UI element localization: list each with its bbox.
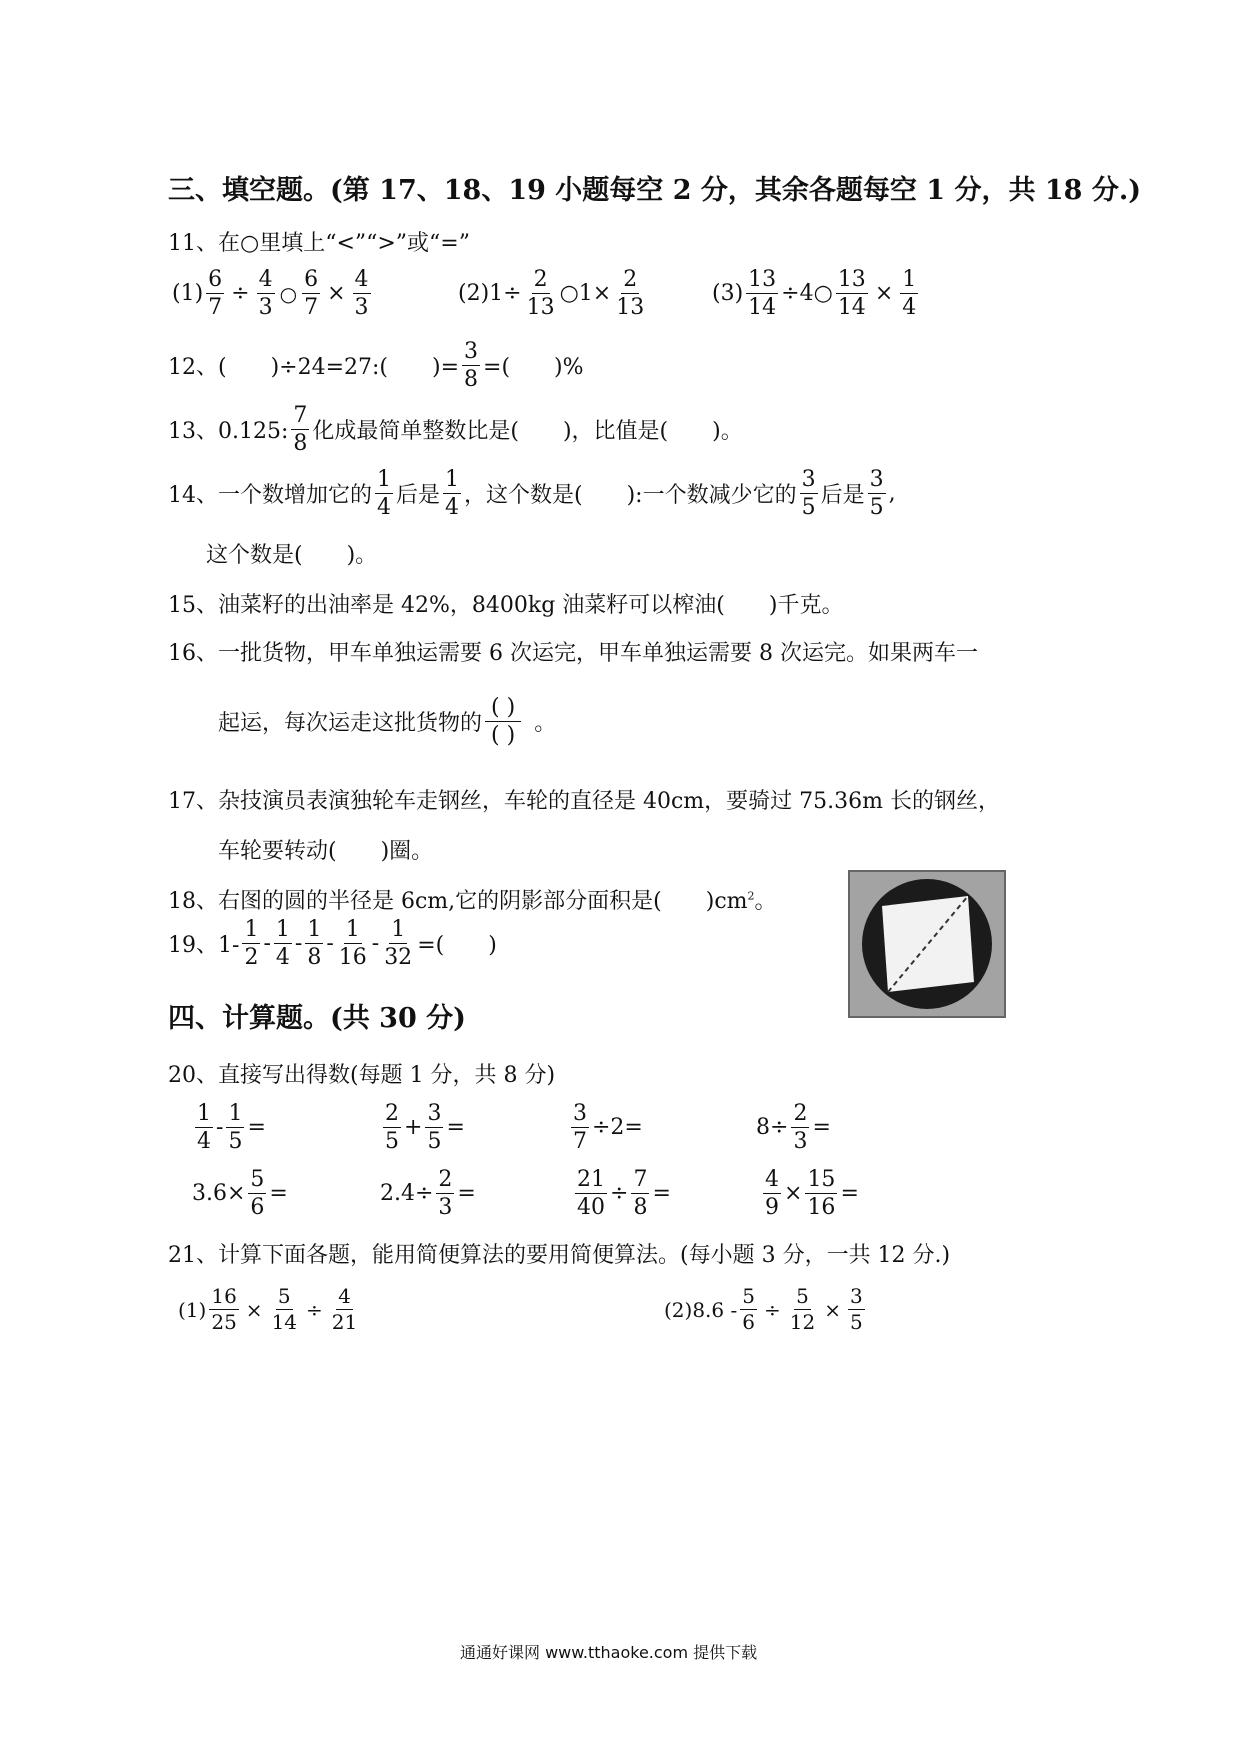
section-3-title: 三、填空题。(第 17、18、19 小题每空 2 分，其余各题每空 1 分，共 18 分.): [168, 175, 1142, 206]
fraction: $\frac{3}{7}$: [573, 1101, 587, 1155]
fraction: $\frac{3}{5}$: [849, 1284, 863, 1334]
q20-r1-item2: $\frac{2}{5}$ + $\frac{3}{5}$ =: [385, 1101, 465, 1155]
q21-part1: (1) $\frac{16}{25}$ × $\frac{5}{14}$ ÷ $\frac{4}{21}$: [178, 1284, 358, 1334]
fraction: $\frac{5}{12}$: [789, 1284, 816, 1334]
fraction: $\frac{1}{4}$: [902, 267, 917, 321]
q20-r1-item4: 8÷ $\frac{2}{3}$ =: [756, 1101, 831, 1155]
fraction: $\frac{3}{5}$: [869, 467, 884, 521]
q12: 12、( )÷24=27:( )= $\frac{3}{8}$ =( )%: [168, 339, 584, 393]
fraction: $\frac{1}{4}$: [445, 467, 460, 521]
q20-r1-item3: $\frac{3}{7}$ ÷2=: [573, 1101, 643, 1155]
fraction: $\frac{5}{6}$: [250, 1167, 265, 1221]
fraction: $\frac{1}{4}$: [197, 1101, 211, 1155]
fraction: $\frac{13}{14}$: [837, 267, 866, 321]
footer-link[interactable]: 通通好课网 www.tthaoke.com 提供下载: [460, 1643, 758, 1662]
compare-circle: ○: [279, 281, 298, 306]
q16-line1: 16、一批货物，甲车单独运需要 6 次运完，甲车单独运需要 8 次运完。如果两车一: [168, 641, 978, 666]
q20-stem: 20、直接写出得数(每题 1 分，共 8 分): [168, 1063, 556, 1088]
q20-r2-item2: 2.4÷ $\frac{2}{3}$ =: [380, 1167, 476, 1221]
fraction: $\frac{1}{16}$: [338, 917, 367, 971]
fraction: $\frac{21}{40}$: [577, 1167, 605, 1221]
q17-line1: 17、杂技演员表演独轮车走钢丝，车轮的直径是 40cm，要骑过 75.36m 长的钢丝，: [168, 789, 1000, 814]
q20-r2-item1: 3.6× $\frac{5}{6}$ =: [192, 1167, 288, 1221]
q11-part2: (2)1÷ $\frac{2}{13}$ ○1× $\frac{2}{13}$: [458, 267, 645, 321]
section-4-title: 四、计算题。(共 30 分): [168, 1003, 466, 1034]
fraction: $\frac{3}{5}$: [427, 1101, 442, 1155]
fraction: $\frac{4}{3}$: [354, 267, 369, 321]
q17-line2: 车轮要转动( )圈。: [218, 839, 434, 864]
fraction: $\frac{2}{5}$: [385, 1101, 399, 1155]
q15: 15、油菜籽的出油率是 42%，8400kg 油菜籽可以榨油( )千克。: [168, 593, 844, 618]
circle-with-inscribed-square-icon: [850, 872, 1004, 1016]
q21-stem: 21、计算下面各题，能用简便算法的要用简便算法。(每小题 3 分，一共 12 分.): [168, 1243, 951, 1268]
q20-r2-item4: $\frac{4}{9}$ × $\frac{15}{16}$ =: [765, 1167, 859, 1221]
q13: 13、0.125: $\frac{7}{8}$ 化成最简单整数比是( )，比值是( )。: [168, 403, 743, 457]
fraction: $\frac{4}{3}$: [258, 267, 273, 321]
q11-p1-label: (1): [172, 281, 204, 307]
fraction: $\frac{1}{4}$: [377, 467, 391, 521]
fraction: $\frac{7}{8}$: [633, 1167, 648, 1221]
q21-part2: (2)8.6 - $\frac{5}{6}$ ÷ $\frac{5}{12}$ × $\frac{3}{5}$: [664, 1284, 863, 1334]
fraction: $\frac{3}{5}$: [801, 467, 816, 521]
fraction: $\frac{16}{25}$: [211, 1284, 237, 1334]
q14-line1: 14、一个数增加它的 $\frac{1}{4}$ 后是 $\frac{1}{4}$ ，这个数是( ):一个数减少它的 $\frac{3}{5}$ 后是 $\frac{3}{5}$ ,: [168, 467, 896, 521]
blank-fraction[interactable]: $\frac{( )}{( )}$: [485, 696, 521, 747]
fraction: $\frac{5}{6}$: [742, 1284, 755, 1334]
fraction: $\frac{6}{7}$: [304, 267, 319, 321]
fraction: $\frac{2}{13}$: [616, 267, 645, 321]
fraction: $\frac{15}{16}$: [807, 1167, 836, 1221]
circle-square-figure: [848, 870, 1006, 1018]
fraction: $\frac{1}{32}$: [384, 917, 413, 971]
q11-stem: 11、在○里填上“<”“>”或“=”: [168, 231, 470, 256]
q14-line2: 这个数是( )。: [206, 543, 378, 568]
fraction: $\frac{1}{5}$: [228, 1101, 243, 1155]
fraction: $\frac{1}{8}$: [307, 917, 322, 971]
q19: 19、1- $\frac{1}{2}$ - $\frac{1}{4}$ - $\frac{1}{8}$ - $\frac{1}{16}$ - $\frac{1}{32}$ =( ): [168, 917, 497, 971]
fraction: $\frac{3}{8}$: [464, 339, 479, 393]
fraction: $\frac{4}{9}$: [765, 1167, 779, 1221]
q20-r1-item1: $\frac{1}{4}$ - $\frac{1}{5}$ =: [197, 1101, 266, 1155]
q18: 18、右图的圆的半径是 6cm,它的阴影部分面积是( )$cm^2$。: [168, 889, 777, 914]
q11-part1: (1) $\frac{6}{7}$ ÷ $\frac{4}{3}$ ○ $\frac{6}{7}$ × $\frac{4}{3}$: [172, 267, 369, 321]
fraction: $\frac{7}{8}$: [293, 403, 308, 457]
fraction: $\frac{2}{3}$: [438, 1167, 453, 1221]
q16-line2: 起运，每次运走这批货物的 $\frac{( )}{( )}$ 。: [218, 695, 557, 749]
q11-part3: (3) $\frac{13}{14}$ ÷4○ $\frac{13}{14}$ × $\frac{1}{4}$: [712, 267, 917, 321]
fraction: $\frac{6}{7}$: [208, 267, 223, 321]
fraction: $\frac{2}{3}$: [793, 1101, 808, 1155]
fraction: $\frac{5}{14}$: [271, 1284, 298, 1334]
fraction: $\frac{2}{13}$: [526, 267, 555, 321]
fraction: $\frac{13}{14}$: [748, 267, 777, 321]
fraction: $\frac{1}{2}$: [244, 917, 259, 971]
q20-r2-item3: $\frac{21}{40}$ ÷ $\frac{7}{8}$ =: [577, 1167, 671, 1221]
fraction: $\frac{1}{4}$: [275, 917, 290, 971]
fraction: $\frac{4}{21}$: [331, 1284, 358, 1334]
